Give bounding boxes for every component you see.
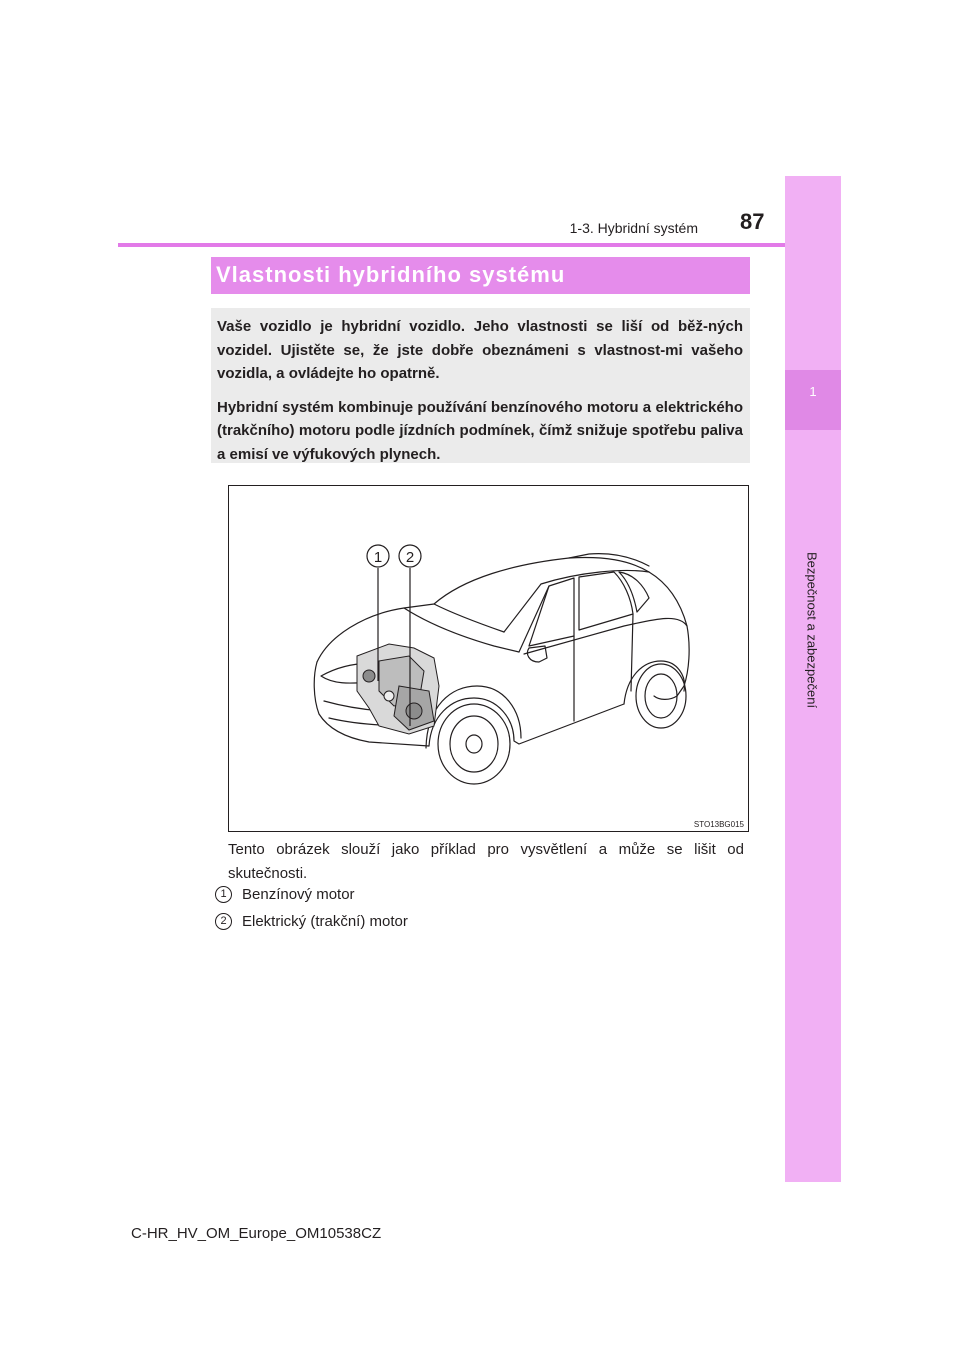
section-title: Vlastnosti hybridního systému (216, 262, 566, 287)
intro-box (211, 308, 750, 463)
callout-2: 2 (405, 549, 415, 566)
callout-1: 1 (373, 549, 383, 566)
header-rule (118, 243, 785, 247)
legend-label: Elektrický (trakční) motor (242, 913, 408, 930)
intro-paragraph-1: Vaše vozidlo je hybridní vozidlo. Jeho vlastnosti se liší od běž-ných vozidel. Ujistěte se, že jste dobře obeznámeni s vlastnost-mi vašeho vozidla, a ovládejte ho opatrně. (217, 318, 743, 382)
page-number: 87 (740, 209, 765, 234)
intro-paragraph-2: Hybridní systém kombinuje používání benzínového motoru a elektrického (trakčního) motoru podle jízdních podmínek, čímž snižuje spotřebu paliva a emisí ve výfukových plynech. (217, 398, 743, 463)
legend-number: 1 (215, 886, 232, 903)
chapter-label: Bezpečnost a zabezpečení (804, 551, 820, 709)
document-id: C-HR_HV_OM_Europe_OM10538CZ (131, 1225, 382, 1242)
figure-caption: Tento obrázek slouží jako příklad pro vysvětlení a může se lišit od skutečnosti. (228, 841, 744, 882)
vehicle-illustration (228, 485, 749, 832)
chapter-number: 1 (809, 384, 817, 399)
chapter-number-tab (785, 370, 841, 430)
legend-label: Benzínový motor (242, 886, 355, 903)
hybrid-car-drawing (229, 486, 748, 831)
running-header: 1-3. Hybridní systém (569, 220, 698, 236)
engine-block (357, 644, 439, 734)
legend-number: 2 (215, 913, 232, 930)
figure-code: STO13BG015 (693, 820, 744, 829)
